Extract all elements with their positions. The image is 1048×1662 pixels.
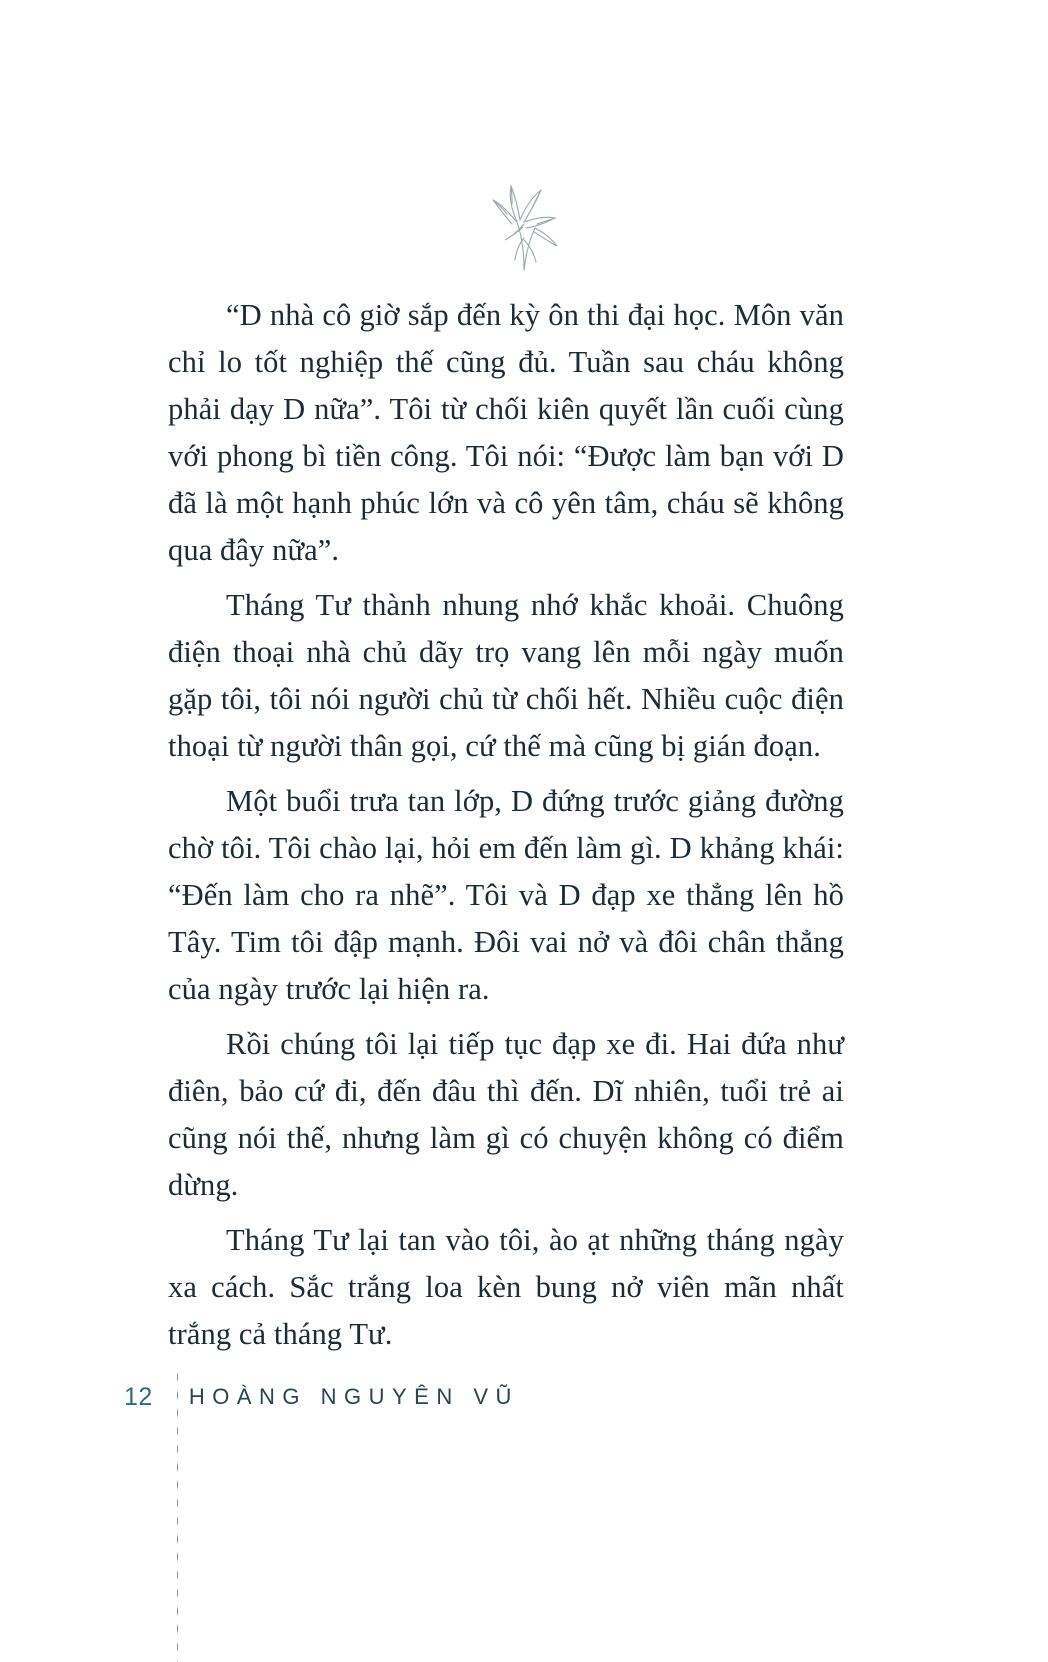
paragraph-1: “D nhà cô giờ sắp đến kỳ ôn thi đại học. Môn văn chỉ lo tốt nghiệp thế cũng đủ. Tuần sau cháu không phải dạy D nữa”. Tôi từ chối kiên quyết lần cuối cùng với phong bì tiền công. Tôi nói: “Được làm bạn với D đã là một hạnh phúc lớn và cô yên tâm, cháu sẽ không qua đây nữa”.: [168, 298, 844, 567]
page-number: 12: [124, 1382, 153, 1411]
dotted-rule-divider: [176, 1368, 178, 1662]
paragraph-3: Một buổi trưa tan lớp, D đứng trước giảng đường chờ tôi. Tôi chào lại, hỏi em đến làm gì. D khảng khái: “Đến làm cho ra nhẽ”. Tôi và D đạp xe thẳng lên hồ Tây. Tim tôi đập mạnh. Đôi vai nở và đôi chân thẳng của ngày trước lại hiện ra.: [168, 784, 844, 1006]
lily-flower-ornament: [0, 178, 1048, 279]
paragraph-2: Tháng Tư thành nhung nhớ khắc khoải. Chuông điện thoại nhà chủ dãy trọ vang lên mỗi ngày muốn gặp tôi, tôi nói người chủ từ chối hết. Nhiều cuộc điện thoại từ người thân gọi, cứ thế mà cũng bị gián đoạn.: [168, 588, 844, 763]
running-head-author: HOÀNG NGUYÊN VŨ: [188, 1384, 519, 1409]
body-text: [168, 292, 844, 1358]
paragraph-5: Tháng Tư lại tan vào tôi, ào ạt những tháng ngày xa cách. Sắc trắng loa kèn bung nở viên mãn nhất trắng cả tháng Tư.: [168, 1223, 844, 1351]
paragraph-4: Rồi chúng tôi lại tiếp tục đạp xe đi. Hai đứa như điên, bảo cứ đi, đến đâu thì đến. Dĩ nhiên, tuổi trẻ ai cũng nói thế, nhưng làm gì có chuyện không có điểm dừng.: [168, 1027, 844, 1202]
page-footer: [124, 1384, 519, 1410]
